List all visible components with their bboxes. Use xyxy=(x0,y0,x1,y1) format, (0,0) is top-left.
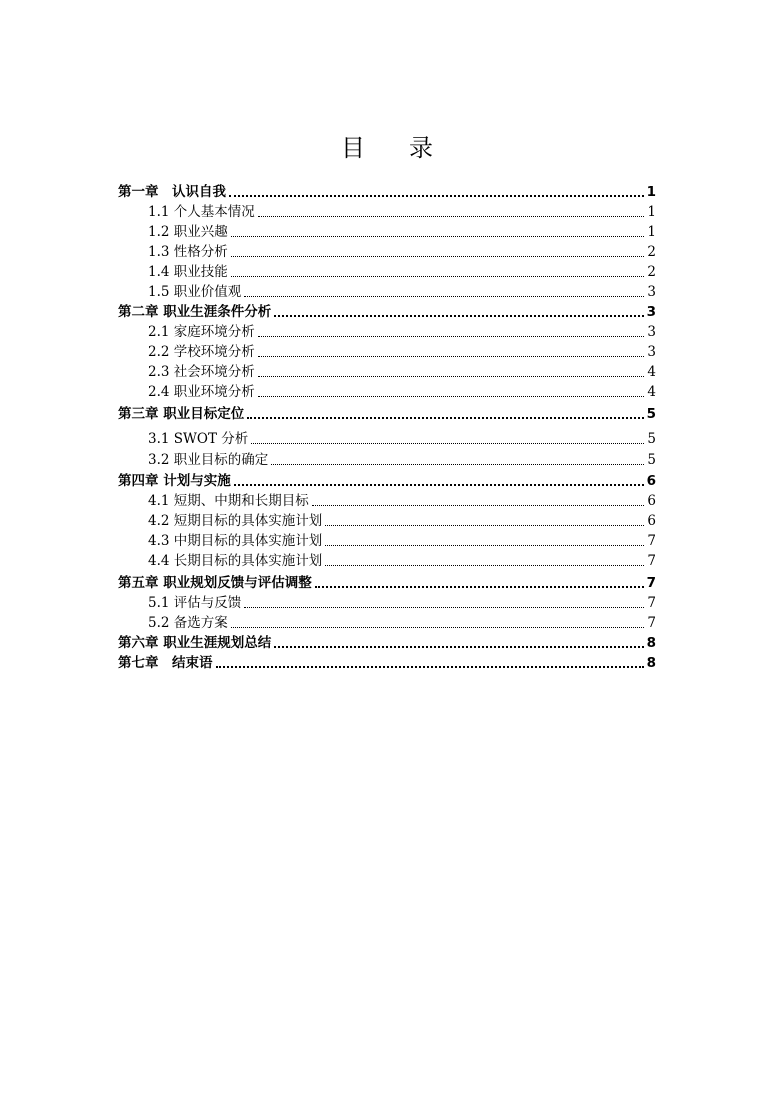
dot-leader xyxy=(315,578,644,588)
toc-page-number: 5 xyxy=(646,406,656,422)
toc-page-number: 2 xyxy=(647,264,656,280)
toc-page-number: 7 xyxy=(647,595,656,611)
toc-page-number: 3 xyxy=(647,284,656,300)
toc-page-number: 5 xyxy=(647,452,656,468)
dot-leader xyxy=(231,248,645,257)
dot-leader xyxy=(247,409,643,419)
toc-entry-label: 2.1 家庭环境分析 xyxy=(148,324,255,340)
toc-entry-label: 4.3 中期目标的具体实施计划 xyxy=(148,533,323,549)
dot-leader xyxy=(231,268,645,277)
toc-chapter-entry[interactable] xyxy=(118,403,656,423)
page-title xyxy=(0,128,774,163)
toc-page-number: 3 xyxy=(646,304,656,320)
toc-entry-label: 第四章 计划与实施 xyxy=(118,473,231,489)
toc-entry-label: 1.5 职业价值观 xyxy=(148,284,242,300)
dot-leader xyxy=(258,348,645,357)
dot-leader xyxy=(231,228,645,237)
toc-page-number: 6 xyxy=(647,493,656,509)
toc-entry-label: 2.4 职业环境分析 xyxy=(148,384,255,400)
dot-leader xyxy=(271,456,644,465)
toc-page-number: 1 xyxy=(647,224,656,240)
toc-section-entry[interactable] xyxy=(118,341,656,361)
toc-page-number: 7 xyxy=(646,575,656,591)
dot-leader xyxy=(325,557,644,566)
title-char-1: 目 xyxy=(341,134,365,162)
toc-entry-label: 第二章 职业生涯条件分析 xyxy=(118,304,272,320)
dot-leader xyxy=(258,368,645,377)
toc-entry-label: 第六章 职业生涯规划总结 xyxy=(118,635,272,651)
toc-entry-label: 3.2 职业目标的确定 xyxy=(148,452,269,468)
toc-entry-label: 1.4 职业技能 xyxy=(148,264,228,280)
toc-entry-label: 1.2 职业兴趣 xyxy=(148,224,228,240)
toc-section-entry[interactable] xyxy=(118,550,656,570)
toc-entry-label: 1.3 性格分析 xyxy=(148,244,228,260)
dot-leader xyxy=(216,658,644,668)
toc-entry-label: 第五章 职业规划反馈与评估调整 xyxy=(118,575,312,591)
toc-page-number: 8 xyxy=(646,635,656,651)
title-char-2: 录 xyxy=(409,134,433,162)
toc-entry-label: 4.4 长期目标的具体实施计划 xyxy=(148,553,323,569)
toc-page-number: 4 xyxy=(647,364,656,380)
toc-chapter-entry[interactable] xyxy=(118,181,656,201)
toc-section-entry[interactable] xyxy=(118,592,656,612)
dot-leader xyxy=(274,307,643,317)
toc-chapter-entry[interactable] xyxy=(118,470,656,490)
toc-section-entry[interactable] xyxy=(118,449,656,469)
toc-page-number: 6 xyxy=(647,513,656,529)
toc-entry-label: 5.1 评估与反馈 xyxy=(148,595,242,611)
toc-section-entry[interactable] xyxy=(118,361,656,381)
toc-entry-label: 1.1 个人基本情况 xyxy=(148,204,255,220)
toc-entry-label: 第七章 结束语 xyxy=(118,655,213,671)
toc-chapter-entry[interactable] xyxy=(118,572,656,592)
toc-chapter-entry[interactable] xyxy=(118,652,656,672)
toc-entry-label: 4.1 短期、中期和长期目标 xyxy=(148,493,309,509)
toc-entry-label: 第一章 认识自我 xyxy=(118,184,226,200)
toc-page-number: 8 xyxy=(646,655,656,671)
toc-page-number: 5 xyxy=(647,431,656,447)
toc-section-entry[interactable] xyxy=(118,221,656,241)
dot-leader xyxy=(312,497,645,506)
toc-page-number: 2 xyxy=(647,244,656,260)
toc-chapter-entry[interactable] xyxy=(118,632,656,652)
toc-page-number: 3 xyxy=(647,344,656,360)
toc-entry-label: 5.2 备选方案 xyxy=(148,615,228,631)
dot-leader xyxy=(229,187,644,197)
toc-section-entry[interactable] xyxy=(118,321,656,341)
toc-page-number: 3 xyxy=(647,324,656,340)
dot-leader xyxy=(325,517,644,526)
dot-leader xyxy=(231,619,645,628)
toc-section-entry[interactable] xyxy=(118,490,656,510)
dot-leader xyxy=(274,638,643,648)
toc-entry-label: 第三章 职业目标定位 xyxy=(118,406,245,422)
toc-section-entry[interactable] xyxy=(118,261,656,281)
toc-chapter-entry[interactable] xyxy=(118,301,656,321)
toc-section-entry[interactable] xyxy=(118,428,656,448)
dot-leader xyxy=(258,388,645,397)
toc-page-number: 7 xyxy=(647,615,656,631)
toc-page-number: 4 xyxy=(647,384,656,400)
toc-page-number: 6 xyxy=(646,473,656,489)
toc-section-entry[interactable] xyxy=(118,381,656,401)
toc-entry-label: 2.2 学校环境分析 xyxy=(148,344,255,360)
dot-leader xyxy=(258,208,645,217)
dot-leader xyxy=(244,599,644,608)
dot-leader xyxy=(234,476,644,486)
toc-page-number: 1 xyxy=(647,204,656,220)
toc-section-entry[interactable] xyxy=(118,510,656,530)
toc-page-number: 7 xyxy=(647,533,656,549)
dot-leader xyxy=(258,328,645,337)
toc-entry-label: 2.3 社会环境分析 xyxy=(148,364,255,380)
toc-section-entry[interactable] xyxy=(118,281,656,301)
dot-leader xyxy=(244,288,644,297)
toc-section-entry[interactable] xyxy=(118,241,656,261)
toc-section-entry[interactable] xyxy=(118,201,656,221)
toc-page-number: 7 xyxy=(647,553,656,569)
toc-section-entry[interactable] xyxy=(118,530,656,550)
dot-leader xyxy=(325,537,644,546)
toc-section-entry[interactable] xyxy=(118,612,656,632)
toc-entry-label: 4.2 短期目标的具体实施计划 xyxy=(148,513,323,529)
dot-leader xyxy=(251,435,644,444)
toc-entry-label: 3.1 SWOT 分析 xyxy=(148,431,249,447)
toc-page-number: 1 xyxy=(646,184,656,200)
